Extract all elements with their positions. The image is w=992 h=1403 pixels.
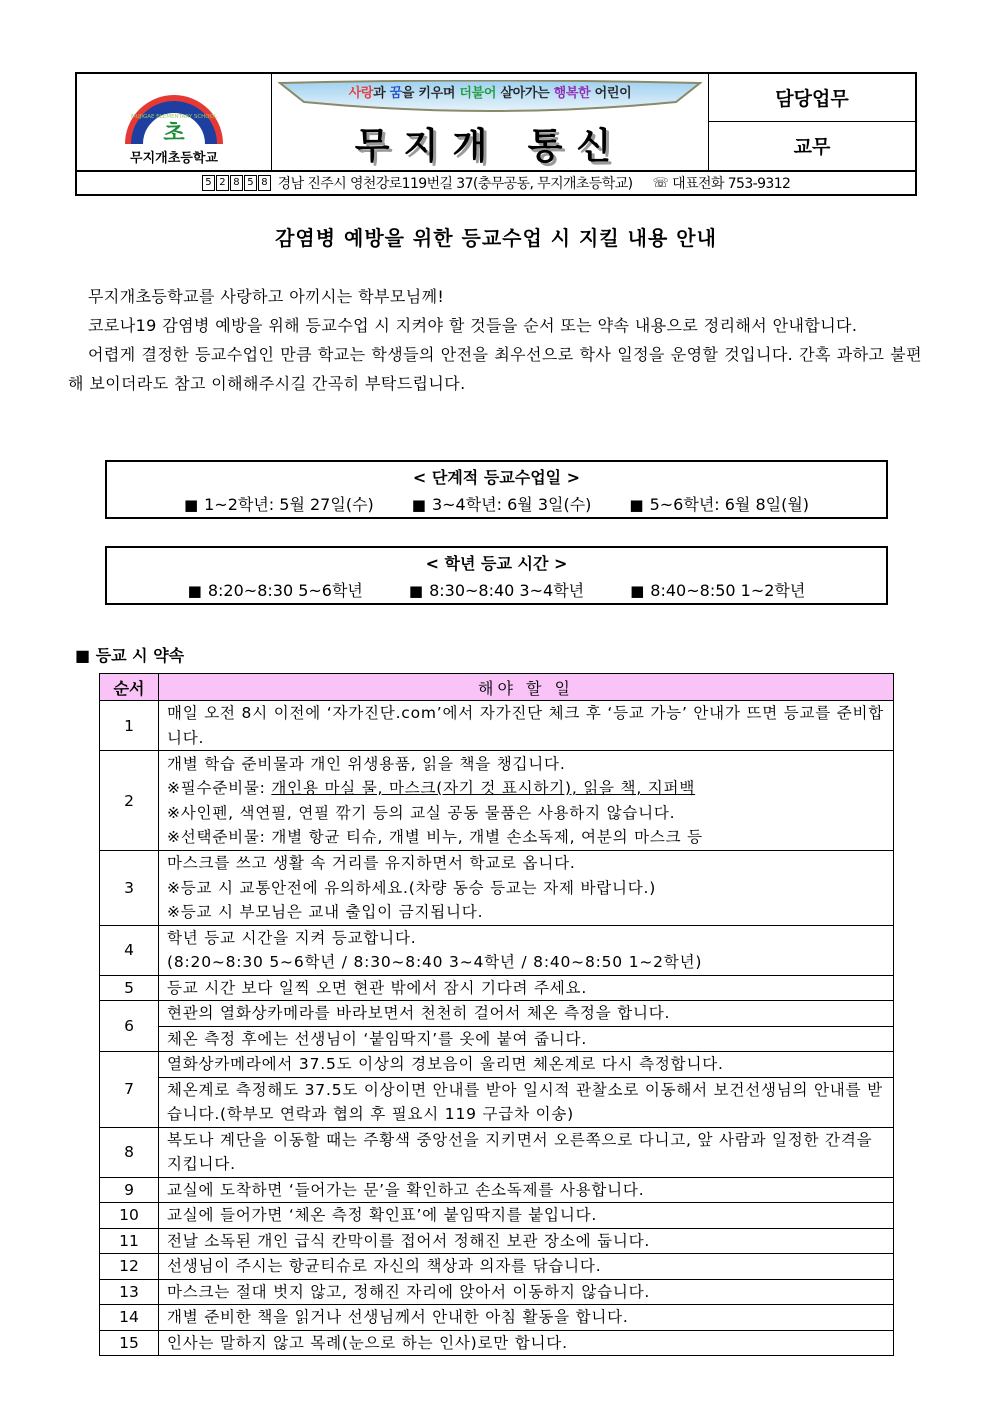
table-header-row xyxy=(100,674,894,701)
required-items-list: 개인용 마실 물, 마스크(자기 것 표시하기), 읽을 책, 지퍼백 xyxy=(271,779,696,797)
masthead-top-row xyxy=(77,74,915,172)
schedule-item-text: 5~6학년: 6월 8일(월) xyxy=(649,495,810,514)
slogan-segment: 살아가는 xyxy=(496,86,554,101)
table-row xyxy=(100,1305,894,1331)
schedule-item-text: 3~4학년: 6월 3일(수) xyxy=(431,495,592,514)
row-line: (8:20~8:30 5~6학년 / 8:30~8:40 3~4학년 / 8:40~8:50 1~2학년) xyxy=(167,953,703,971)
row-line: 교실에 들어가면 ‘체온 측정 확인표’에 붙임딱지를 붙입니다. xyxy=(167,1206,598,1224)
row-text xyxy=(159,1228,894,1254)
row-text xyxy=(159,701,894,751)
slogan-segment: 어린이 xyxy=(590,86,632,101)
section-heading xyxy=(75,643,184,666)
row-line: ※사인펜, 색연필, 연필 깎기 등의 교실 공동 물품은 사용하지 않습니다. xyxy=(167,803,676,822)
slogan-segment: 더불어 xyxy=(459,86,497,101)
table-row xyxy=(100,1127,894,1177)
column-header-order: 순서 xyxy=(100,674,159,701)
schedule-item xyxy=(412,492,592,515)
row-line xyxy=(167,776,885,801)
school-emblem-icon xyxy=(77,74,271,170)
table-row xyxy=(100,1254,894,1280)
school-phone: 대표전화 753-9312 xyxy=(672,176,791,192)
slogan-segment: 사랑 xyxy=(348,86,374,101)
section-title: 등교 시 약속 xyxy=(95,646,185,665)
time-item-text: 8:40~8:50 1~2학년 xyxy=(650,581,806,600)
arrival-time-title: < 학년 등교 시간 > xyxy=(425,554,568,573)
row-number: 3 xyxy=(100,851,159,926)
row-line: ※등교 시 부모님은 교내 출입이 금지됩니다. xyxy=(167,903,484,921)
required-items-label: ※필수준비물: xyxy=(167,779,272,797)
row-number: 15 xyxy=(100,1330,159,1356)
row-number: 7 xyxy=(100,1052,159,1128)
document-title: 감염병 예방을 위한 등교수업 시 지킬 내용 안내 xyxy=(275,226,717,250)
row-number: 8 xyxy=(100,1127,159,1177)
square-bullet-icon: ■ xyxy=(187,582,202,600)
phased-schedule-title: < 단계적 등교수업일 > xyxy=(412,468,581,487)
table-row xyxy=(100,751,894,851)
square-bullet-icon: ■ xyxy=(75,646,91,665)
table-row xyxy=(100,975,894,1001)
square-bullet-icon: ■ xyxy=(411,496,426,514)
phased-schedule-box xyxy=(105,460,888,519)
logo-center-glyph: 초 xyxy=(163,121,185,146)
row-line: 선생님이 주시는 항균티슈로 자신의 책상과 의자를 닦습니다. xyxy=(167,1257,602,1275)
row-line: 등교 시간 보다 일찍 오면 현관 밖에서 잠시 기다려 주세요. xyxy=(167,978,588,997)
row-line: ※등교 시 교통안전에 유의하세요.(차량 동승 등교는 자제 바랍니다.) xyxy=(167,878,657,897)
row-number: 11 xyxy=(100,1228,159,1254)
row-text xyxy=(159,925,894,975)
row-line: 마스크는 절대 벗지 않고, 정해진 자리에 앉아서 이동하지 않습니다. xyxy=(167,1282,651,1301)
department-value: 교무 xyxy=(793,136,831,158)
square-bullet-icon: ■ xyxy=(629,496,644,514)
column-header-tasks: 해야 할 일 xyxy=(159,674,894,701)
postal-digit: 5 xyxy=(244,175,257,191)
square-bullet-icon: ■ xyxy=(630,582,645,600)
department-label: 담당업무 xyxy=(709,74,915,122)
row-line: 교실에 도착하면 ‘들어가는 문’을 확인하고 손소독제를 사용합니다. xyxy=(167,1180,645,1199)
row-line: 열화상카메라에서 37.5도 이상의 경보음이 울리면 체온계로 다시 측정합니다. xyxy=(167,1055,724,1073)
logo-school-name: 무지개초등학교 xyxy=(130,151,218,166)
row-number: 9 xyxy=(100,1177,159,1203)
row-text xyxy=(159,1052,894,1078)
time-item-text: 8:20~8:30 5~6학년 xyxy=(207,581,363,600)
table-row xyxy=(100,925,894,975)
table-row xyxy=(100,851,894,926)
letter-body xyxy=(68,282,922,398)
postal-digit: 8 xyxy=(230,175,243,191)
table-subrow xyxy=(100,1026,894,1052)
department-box xyxy=(709,74,915,170)
row-text xyxy=(159,1330,894,1356)
row-text xyxy=(159,1177,894,1203)
phased-schedule-items xyxy=(107,492,886,515)
row-text xyxy=(159,1203,894,1229)
postal-code xyxy=(202,175,272,191)
postal-digit: 2 xyxy=(216,175,229,191)
table-row xyxy=(100,1177,894,1203)
row-text xyxy=(159,1026,894,1052)
row-line: 체온 측정 후에는 선생님이 ‘붙임딱지’를 옷에 붙여 줍니다. xyxy=(167,1029,588,1048)
row-text xyxy=(159,1254,894,1280)
table-row xyxy=(100,1001,894,1027)
row-line: 매일 오전 8시 이전에 ‘자가진단.com’에서 자가진단 체크 후 ‘등교 가능’ 안내가 뜨면 등교를 준비합니다. xyxy=(167,704,885,747)
table-row xyxy=(100,1330,894,1356)
newsletter-title: 무지개 통신 xyxy=(354,125,626,167)
row-line: 인사는 말하지 않고 목례(눈으로 하는 인사)로만 합니다. xyxy=(167,1333,568,1352)
table-row xyxy=(100,1279,894,1305)
slogan-segment: 을 키우며 xyxy=(401,86,460,101)
masthead-center xyxy=(272,74,709,170)
row-text xyxy=(159,1305,894,1331)
time-item xyxy=(409,578,584,601)
row-line: 개별 준비한 책을 읽거나 선생님께서 안내한 아침 활동을 합니다. xyxy=(167,1308,629,1326)
row-line: 마스크를 쓰고 생활 속 거리를 유지하면서 학교로 옵니다. xyxy=(167,854,576,872)
table-row xyxy=(100,701,894,751)
table-body xyxy=(100,701,894,1356)
time-item xyxy=(188,578,363,601)
row-line: 체온계로 측정해도 37.5도 이상이면 안내를 받아 일시적 관찰소로 이동해서 보건선생님의 안내를 받습니다.(학부모 연락과 협의 후 필요시 119 구급차 이송) xyxy=(167,1080,883,1123)
letter-paragraph: 코로나19 감염병 예방을 위해 등교수업 시 지켜야 할 것들을 순서 또는 약속 내용으로 정리해서 안내합니다. xyxy=(88,316,858,335)
postal-digit: 5 xyxy=(202,175,215,191)
row-number: 14 xyxy=(100,1305,159,1331)
row-number: 10 xyxy=(100,1203,159,1229)
promises-table xyxy=(99,673,894,1356)
row-number: 4 xyxy=(100,925,159,975)
schedule-item-text: 1~2학년: 5월 27일(수) xyxy=(204,495,374,514)
address-line xyxy=(77,171,915,195)
table-row xyxy=(100,1228,894,1254)
school-address: 경남 진주시 영천강로119번길 37(충무공동, 무지개초등학교) xyxy=(277,176,633,192)
row-line: 현관의 열화상카메라를 바라보면서 천천히 걸어서 체온 측정을 합니다. xyxy=(167,1004,671,1022)
square-bullet-icon: ■ xyxy=(183,496,199,514)
row-number: 12 xyxy=(100,1254,159,1280)
phone-icon: ☏ xyxy=(652,175,669,191)
square-bullet-icon: ■ xyxy=(408,582,424,600)
time-item xyxy=(630,578,805,601)
row-text xyxy=(159,1001,894,1027)
schedule-item xyxy=(629,492,809,515)
arrival-time-box xyxy=(105,546,888,605)
row-number: 1 xyxy=(100,701,159,751)
row-text xyxy=(159,1077,894,1127)
letter-paragraph: 어렵게 결정한 등교수업인 만큼 학교는 학생들의 안전을 최우선으로 학사 일정을 운영할 것입니다. 간혹 과하고 불편해 보이더라도 참고 이해해주시길 간곡히 부탁드립니다. xyxy=(68,345,922,393)
slogan-segment: 행복한 xyxy=(553,86,591,101)
row-line: ※선택준비물: 개별 항균 티슈, 개별 비누, 개별 손소독제, 여분의 마스크 등 xyxy=(167,828,703,846)
row-text xyxy=(159,851,894,926)
time-item-text: 8:30~8:40 3~4학년 xyxy=(429,581,585,600)
table-row xyxy=(100,1203,894,1229)
row-line: 전날 소독된 개인 급식 칸막이를 접어서 정해진 보관 장소에 둡니다. xyxy=(167,1231,651,1250)
row-line: 개별 학습 준비물과 개인 위생용품, 읽을 책을 챙깁니다. xyxy=(167,754,566,773)
newsletter-masthead xyxy=(75,72,917,196)
row-number: 13 xyxy=(100,1279,159,1305)
logo-arc-text: MUJIGAE ELEMENTARY SCHOOL xyxy=(130,114,218,120)
row-number: 2 xyxy=(100,751,159,851)
schedule-item xyxy=(184,492,374,515)
school-logo xyxy=(77,74,272,170)
table-subrow xyxy=(100,1077,894,1127)
row-line: 학년 등교 시간을 지켜 등교합니다. xyxy=(167,928,417,947)
postal-digit: 8 xyxy=(258,175,271,191)
letter-greeting: 무지개초등학교를 사랑하고 아끼시는 학부모님께! xyxy=(88,287,445,306)
arrival-time-items xyxy=(107,578,886,601)
row-line: 복도나 계단을 이동할 때는 주황색 중앙선을 지키면서 오른쪽으로 다니고, 앞 사람과 일정한 간격을 지킵니다. xyxy=(167,1130,873,1173)
row-text xyxy=(159,975,894,1001)
row-number: 6 xyxy=(100,1001,159,1052)
row-text xyxy=(159,751,894,851)
school-slogan xyxy=(272,82,708,101)
row-number: 5 xyxy=(100,975,159,1001)
row-text xyxy=(159,1127,894,1177)
slogan-segment: 꿈 xyxy=(389,86,402,101)
table-row xyxy=(100,1052,894,1078)
slogan-segment: 과 xyxy=(373,86,390,101)
row-text xyxy=(159,1279,894,1305)
